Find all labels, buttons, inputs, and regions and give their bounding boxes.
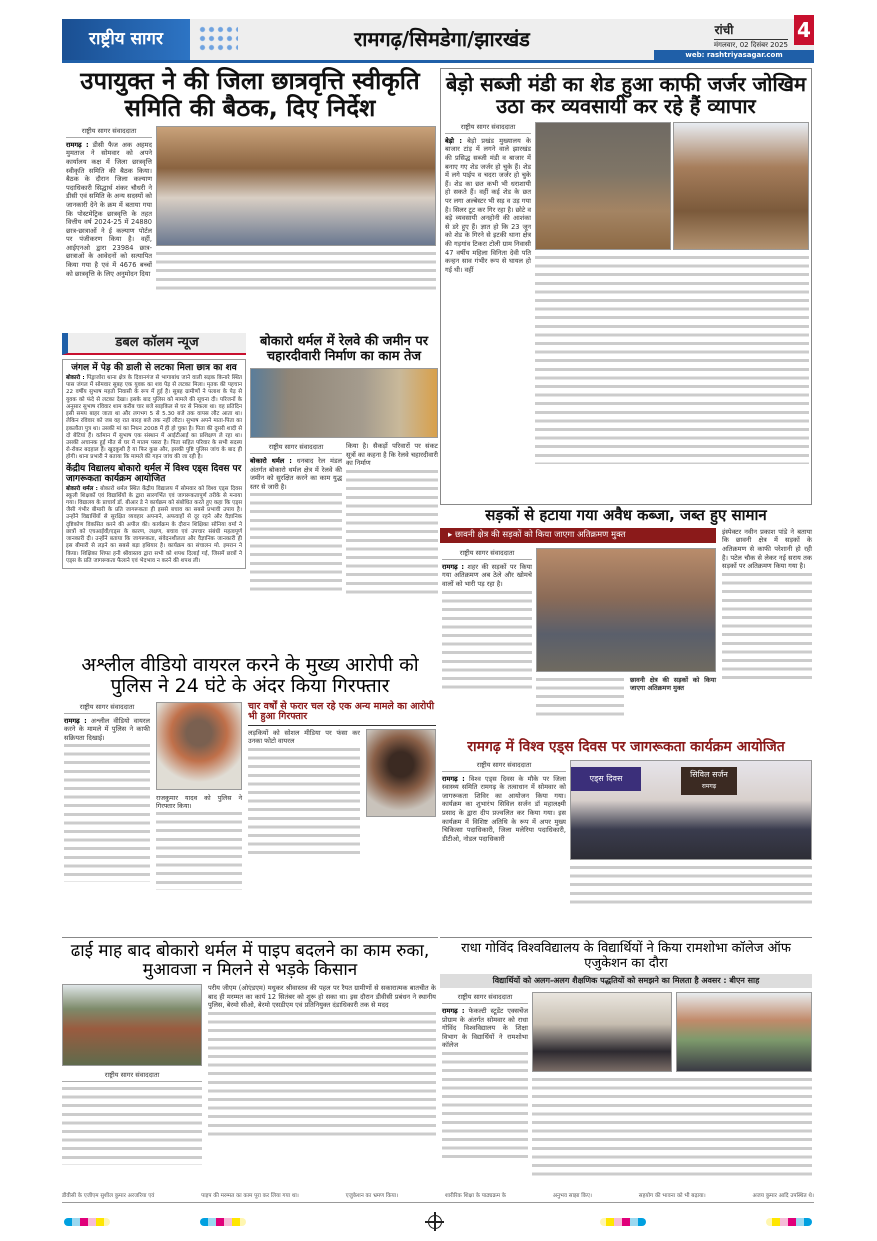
sidebar-headline: चार वर्षों से फरार चल रहे एक अन्य मामले का आरोपी भी हुआ गिरफ्तार bbox=[248, 702, 436, 726]
story-railway-wall bbox=[250, 335, 438, 653]
story-body: रामगढ़ : विश्व एड्स दिवस के मौके पर जिला स्वास्थ्य समिति रामगढ़ के तत्वाधान में सोमवार को जागरूकता शिविर का आयोजन किया गया। कार्यक्रम का शुभारंभ सिविल सर्जन डॉ महालक्ष्मी प्रसाद के द्वारा दीप प्रज्वलित कर किया गया। इस कार्यक्रम में विशिष्ट अतिथि के रूप में अपर मुख्य चिकित्सा पदाधिकारी, जिला मलेरिया पदाधिकारी, डीटीओ, नोडल पदाधिकारी bbox=[442, 774, 566, 843]
subhead-banner: विद्यार्थियों को अलग-अलग शैक्षणिक पद्धतियों को समझने का मिलता है अवसर : बीएन साह bbox=[440, 974, 812, 988]
brief-body: बोकारो : पिंड्राजोरा थाना क्षेत्र के दिवानगंज से भागाबांध जाने वाली सड़क किनारे स्थित पास जंगल में सोमवार सुबह एक युवक का शव पेड़ से लटका मिला। मृतक की पहचान 22 वर्षीय सुभाष महतो निवासी के रूप में हुई है। सुबह ग्रामीणों ने पलाश के पेड़ से युवक को फंदे से लटका देखा। इसके बाद पुलिस को मामले की सूचना दी। परिजनों के अनुसार सुभाष रविवार शाम करीब चार बजे साइकिल से घर से निकला था। वह प्रतिदिन इसी समय बाहर जाता था और लगभग 5 से 5.30 बजे तक वापस लौट आता था। लेकिन रविवार को जब वह रात बारह बजे तक नहीं लौटा। सुभाष अपने माता-पिता का इकलौता पुत्र था। उसकी मां का निधन 2008 में ही हो चुका है। पिता की दूसरी शादी से दो बेटियां हैं। वर्तमान में सुभाष एक संस्थान में आईटीआई का प्रशिक्षण ले रहा था। उसकी अचानक हुई मौत से घर में मातम पसरा है। पिता सहित परिवार के सभी सदस्य रो-रोकर बदहाल हैं। खुदकुशी है या फिर कुछ और, इसकी पुष्टि पुलिस जांच के बाद ही होगी। थाना प्रभारी ने बताया कि मामले की गहन जांच की जा रही है। bbox=[66, 375, 242, 461]
color-registration-dots-1 bbox=[64, 1218, 110, 1226]
story-body: रामगढ़ : फेकल्टी स्टूडेंट एक्सचेंज प्रोग्राम के अंतर्गत सोमवार को राधा गोविंद विश्वविद्यालय के शिक्षा विभाग के विद्यार्थियों ने रामशोभा कॉलेज bbox=[442, 1007, 528, 1050]
story-body-right: इंस्पेक्टर नवीन प्रकाश पांडे ने बताया कि छावनी क्षेत्र में सड़कों के अतिक्रमण से काफी परेशानी हो रही है। पटेल चौक से लेकर नई सराय तक सड़कों पर अतिक्रमण किया गया है। bbox=[722, 527, 812, 571]
story-bero-market bbox=[440, 68, 812, 505]
story-radha-govind-visit bbox=[440, 937, 812, 1191]
story-ramgarh-aids-day bbox=[440, 740, 812, 932]
story-body: बेड़ो : बेड़ो प्रखंड मुख्यालय के बाजार टांड़ में लगने वाले झारखंड की प्रसिद्ध सब्जी मंडी व बाजार में बनाए गए शेड जर्जर हो चुके हैं। शेड में लगे पाईप व चदरा जर्जर हो चुके हैं। शेड का छत कभी भी धराशायी हो सकते हैं। वहीं कई शेड के छत पर लगा अल्बेस्टर भी सड़ व उड़ गया है। सिलर टूट कर गिर रहा है। छोटे व बड़े व्यवसायी अनहोनी की आशंका से डरे हुए हैं। ज्ञात हो कि 23 जून को शेड के गिरने से इटकी थाना क्षेत्र की गड़गांव टिकरा टोली ग्राम निवासी 47 वर्षीय महिला विनिता देवी पति कन्हन साव गंभीर रूप से घायल हो गई थी। वहीं bbox=[445, 136, 531, 274]
story-encroachment bbox=[440, 507, 812, 739]
color-registration-dots-3 bbox=[600, 1218, 646, 1226]
pipe-photo bbox=[62, 984, 202, 1066]
double-column-news bbox=[62, 333, 246, 569]
headline: रामगढ़ में विश्व एड्स दिवस पर जागरूकता कार्यक्रम आयोजित bbox=[467, 739, 785, 755]
headline: अश्लील वीडियो वायरल करने के मुख्य आरोपी को पुलिस ने 24 घंटे के अंदर किया गिरफ्तार bbox=[81, 654, 419, 698]
story-body: परीय जीएम (ओएंडएम) मधुकर श्रीवास्तव की पहल पर रैयत ग्रामीणों से सकारात्मक बातचीत के बाद ही मरम्मत का कार्य 12 सितंबर को शुरू हो सका था। इस दौरान डीवीसी प्रबंधन ने स्थानीय पुलिस, बेरमो सीओ, बेरमो एसडीएम एवं प्रतिनियुक्त दंडाधिकारी तक से मदद bbox=[208, 984, 436, 1010]
masthead bbox=[62, 19, 814, 63]
footer-text-strip: डीवीसी के एजीएम सुशील कुमार अरजरिया एवं पाइप की मरम्मत का काम पूरा कर लिया गया था। एजुकेशन का भ्रमण किया। शारीरिक शिक्षा के पाठ्यक्रम के अनुभव साझा किए। सहयोग की भावना को भी बढ़ाया। अजय कुमार आदि उपस्थित थे। bbox=[62, 1193, 814, 1203]
headline: राधा गोविंद विश्वविद्यालय के विद्यार्थियों ने किया रामशोभा कॉलेज ऑफ एजुकेशन का दौरा bbox=[461, 941, 791, 971]
sidebar-body: लड़कियों को सोशल मीडिया पर फंसा कर उनका फोटो वायरल bbox=[248, 728, 360, 746]
story-obscene-video bbox=[62, 655, 438, 933]
story-body: रामगढ़ : अश्लील वीडियो वायरल करने के मामले में पुलिस ने काफी सक्रियता दिखाई। bbox=[64, 716, 150, 742]
byline: राष्ट्रीय सागर संवाददाता bbox=[64, 702, 150, 714]
date: मंगलवार, 02 दिसंबर 2025 bbox=[713, 41, 788, 49]
subhead-banner: ▸ छावनी क्षेत्र की सड़कों को किया जाएगा अतिक्रमण मुक्त bbox=[440, 528, 716, 543]
photo-poster: एड्स दिवस bbox=[571, 767, 641, 791]
story-body: रामगढ़ : शहर की सड़कों पर किया गया अतिक्रमण अब ठेले और खोमचे वालों को भारी पड़ रहा है। bbox=[442, 562, 532, 588]
accused-photo bbox=[156, 702, 242, 790]
byline: राष्ट्रीय सागर संवाददाता bbox=[250, 442, 342, 454]
city: रांची bbox=[714, 23, 734, 37]
crosshair-icon bbox=[428, 1215, 442, 1229]
story-scholarship-meeting bbox=[62, 68, 438, 330]
market-shed-photo-2 bbox=[673, 122, 809, 250]
photo-caption: राजकुमार यादव को पुलिस ने गिरफ्तार किया। bbox=[156, 793, 242, 810]
students-photo-1 bbox=[532, 992, 672, 1072]
headline: ढाई माह बाद बोकारो थर्मल में पाइप बदलने का काम रुका, मुआवजा न मिलने से भड़के किसान bbox=[70, 941, 430, 981]
headline: बेड़ो सब्जी मंडी का शेड हुआ काफी जर्जर जोखिम उठा कर व्यवसायी कर रहे हैं व्यापार bbox=[446, 72, 806, 119]
students-photo-2 bbox=[676, 992, 812, 1072]
brand-logo: राष्ट्रीय सागर bbox=[62, 19, 190, 60]
byline: राष्ट्रीय सागर संवाददाता bbox=[62, 1070, 202, 1082]
page-number: 4 bbox=[794, 15, 814, 45]
story-body-columns bbox=[535, 254, 809, 464]
headline: बोकारो थर्मल में रेलवे की जमीन पर चहारदीवारी निर्माण का काम तेज bbox=[259, 334, 429, 364]
meeting-photo bbox=[156, 126, 436, 246]
market-shed-photo-1 bbox=[535, 122, 671, 250]
brief-headline: केंद्रीय विद्यालय बोकारो थर्मल में विश्व एड्स दिवस पर जागरूकता कार्यक्रम आयोजित bbox=[66, 463, 242, 484]
byline: राष्ट्रीय सागर संवाददाता bbox=[442, 760, 566, 772]
headline: सड़कों से हटाया गया अवैध कब्जा, जब्त हुए सामान bbox=[485, 506, 767, 524]
aids-day-photo bbox=[570, 760, 812, 860]
byline: राष्ट्रीय सागर संवाददाता bbox=[442, 548, 532, 560]
byline: राष्ट्रीय सागर संवाददाता bbox=[66, 126, 152, 138]
second-accused-photo bbox=[366, 729, 436, 817]
color-registration-dots-2 bbox=[200, 1218, 246, 1226]
story-body: रामगढ़ : डीसी फैज अक अहमद मुमताज ने सोमवार को अपने कार्यालय कक्ष में जिला छात्रवृत्ति स्वीकृति समिति की बैठक किया। बैठक के दौरान जिला कल्याण पदाधिकारी सिद्धार्थ शंकर चौधरी ने डीसी एवं समिति के अन्य सदस्यों को जानकारी देने के क्रम में बताया गया कि पोस्टमेट्रिक छात्रवृत्ति के तहत वित्तीय वर्ष 2024-25 में 24880 छात्र-छात्राओं ने ई कल्याण पोर्टल पर पंजीकरण किया है। वहीं, आईएनओ द्वारा 23984 छात्र-छात्राओं के आवेदनों को सत्यापित किया गया है एवं में 4676 बच्चों को छात्रवृत्ति के लिए अनुमोदन दिया bbox=[66, 140, 152, 278]
story-body: किया है। सैकड़ों परिवारों पर संकट सूत्रों का कहना है कि रेलवे चहारदीवारी का निर्माण bbox=[346, 442, 438, 468]
encroachment-photo bbox=[536, 548, 716, 672]
railway-wall-photo bbox=[250, 368, 438, 438]
photo-banner: सिविल सर्जन रामगढ़ bbox=[681, 767, 737, 795]
photo-caption: छावनी क्षेत्र की सड़कों को किया जाएगा अतिक्रमण मुक्त bbox=[630, 675, 716, 692]
byline: राष्ट्रीय सागर संवाददाता bbox=[442, 992, 528, 1004]
dots-decoration bbox=[198, 25, 238, 53]
headline: उपायुक्त ने की जिला छात्रवृत्ति स्वीकृति समिति की बैठक, दिए निर्देश bbox=[80, 67, 420, 122]
story-bokaro-pipe bbox=[62, 937, 438, 1191]
section-title: रामगढ़/सिमडेगा/झारखंड bbox=[354, 27, 530, 51]
story-body: बोकारो थर्मल : धनबाद रेल मंडल अंतर्गत बोकारो थर्मल क्षेत्र में रेलवे की जमीन को सुरक्षित करने का काम युद्ध स्तर से जारी है। bbox=[250, 457, 342, 491]
byline: राष्ट्रीय सागर संवाददाता bbox=[445, 122, 531, 134]
brief-headline: जंगल में पेड़ की डाली से लटका मिला छात्र का शव bbox=[71, 363, 237, 373]
web-address: web: rashtriyasagar.com bbox=[654, 50, 814, 60]
story-body-columns bbox=[156, 250, 436, 290]
color-registration-dots-4 bbox=[766, 1218, 812, 1226]
brief-body: बोकारो थर्मल : बोकारो थर्मल स्थित केंद्रीय विद्यालय में सोमवार को विश्व एड्स दिवस स्कूली शिक्षकों एवं विद्यार्थियों के द्वारा सारगर्भित एवं जागरूकतापूर्ण तरीके से मनाया गया। विद्यालय के प्राचार्य डॉ. बीआर डे ने कार्यक्रम को संबोधित करते हुए कहा कि एड्स जैसी गंभीर बीमारी के प्रति जागरूकता ही इससे बचाव का सबसे प्रभावी उपाय है। उन्होंने विद्यार्थियों से सुरक्षित व्यवहार अपनाने, अफवाहों से दूर रहने और वैज्ञानिक दृष्टिकोण विकसित करने की अपील की। कार्यक्रम के दौरान शिक्षिका सोनिया वर्मा ने छात्रों को एचआईवी/एड्स के कारण, लक्षण, बचाव एवं उपचार संबंधी महत्वपूर्ण जानकारी दी। उन्होंने बताया कि जागरूकता, संवेदनशीलता और वैज्ञानिक जानकारी ही इस बीमारी से लड़ने का सबसे बड़ा हथियार है। कार्यक्रम का संचालन मो. इमरान ने किया। शिक्षिका शिफा हनी श्रीवास्तव द्वारा सभी को शपथ दिलाई गई, जिसमें छात्रों ने एड्स के प्रति जागरूकता फैलाने एवं भेदभाव न करने की शपथ ली। bbox=[66, 485, 242, 564]
section-label: डबल कॉलम न्यूज bbox=[62, 333, 246, 355]
